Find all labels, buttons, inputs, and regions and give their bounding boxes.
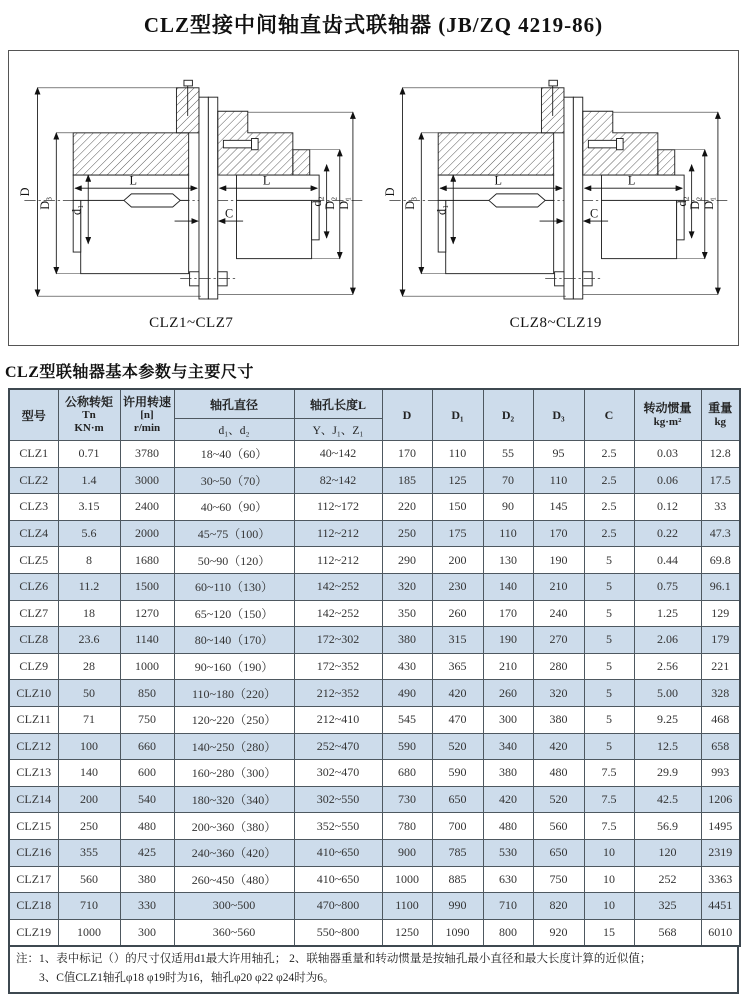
model-cell: CLZ1 bbox=[9, 441, 58, 468]
value-cell: 50~90（120） bbox=[174, 547, 294, 574]
value-cell: 112~172 bbox=[294, 494, 382, 521]
value-cell: 172~352 bbox=[294, 653, 382, 680]
value-cell: 1206 bbox=[701, 786, 740, 813]
value-cell: 1680 bbox=[120, 547, 174, 574]
col-header-speed bbox=[120, 389, 174, 441]
value-cell: 7.5 bbox=[584, 786, 634, 813]
subheader-bore-length: Y、J₁、Z₁ bbox=[294, 419, 382, 441]
value-cell: 180~320（340） bbox=[174, 786, 294, 813]
value-cell: 179 bbox=[701, 627, 740, 654]
value-cell: 380 bbox=[533, 706, 584, 733]
value-cell: 3000 bbox=[120, 467, 174, 494]
value-cell: 6010 bbox=[701, 919, 740, 946]
value-cell: 30~50（70） bbox=[174, 467, 294, 494]
value-cell: 710 bbox=[483, 893, 533, 920]
torque-line1: 公称转矩 bbox=[64, 394, 113, 409]
value-cell: 240 bbox=[533, 600, 584, 627]
value-cell: 650 bbox=[533, 839, 584, 866]
value-cell: 0.06 bbox=[634, 467, 701, 494]
value-cell: 12.5 bbox=[634, 733, 701, 760]
notes bbox=[8, 947, 739, 994]
value-cell: 175 bbox=[432, 520, 483, 547]
value-cell: 200~360（380） bbox=[174, 813, 294, 840]
value-cell: 0.75 bbox=[634, 573, 701, 600]
drawing-caption-left: CLZ1~CLZ7 bbox=[149, 315, 234, 331]
technical-drawing-clz1-clz7 bbox=[15, 54, 367, 314]
value-cell: 750 bbox=[120, 706, 174, 733]
value-cell: 490 bbox=[382, 680, 432, 707]
value-cell: 2.06 bbox=[634, 627, 701, 654]
value-cell: 40~142 bbox=[294, 441, 382, 468]
value-cell: 5 bbox=[584, 653, 634, 680]
drawing-caption-right: CLZ8~CLZ19 bbox=[509, 315, 602, 331]
value-cell: 0.03 bbox=[634, 441, 701, 468]
value-cell: 200 bbox=[432, 547, 483, 574]
value-cell: 380 bbox=[120, 866, 174, 893]
value-cell: 2319 bbox=[701, 839, 740, 866]
value-cell: 210 bbox=[533, 573, 584, 600]
value-cell: 650 bbox=[432, 786, 483, 813]
value-cell: 12.8 bbox=[701, 441, 740, 468]
value-cell: 110~180（220） bbox=[174, 680, 294, 707]
model-cell: CLZ2 bbox=[9, 467, 58, 494]
page-title: CLZ型接中间轴直齿式联轴器 (JB/ZQ 4219-86) bbox=[143, 13, 604, 37]
value-cell: 290 bbox=[382, 547, 432, 574]
table-row bbox=[9, 520, 740, 547]
drawing-left bbox=[9, 51, 374, 345]
speed-line2: [n] bbox=[140, 409, 154, 422]
value-cell: 5 bbox=[584, 573, 634, 600]
value-cell: 252 bbox=[634, 866, 701, 893]
value-cell: 42.5 bbox=[634, 786, 701, 813]
section-title: CLZ型联轴器基本参数与主要尺寸 bbox=[5, 364, 254, 381]
model-cell: CLZ15 bbox=[9, 813, 58, 840]
value-cell: 260 bbox=[483, 680, 533, 707]
parameters-table bbox=[8, 388, 741, 947]
value-cell: 480 bbox=[120, 813, 174, 840]
value-cell: 590 bbox=[432, 760, 483, 787]
value-cell: 470~800 bbox=[294, 893, 382, 920]
value-cell: 190 bbox=[533, 547, 584, 574]
value-cell: 160~280（300） bbox=[174, 760, 294, 787]
value-cell: 185 bbox=[382, 467, 432, 494]
table-row bbox=[9, 760, 740, 787]
value-cell: 140~250（280） bbox=[174, 733, 294, 760]
value-cell: 3363 bbox=[701, 866, 740, 893]
value-cell: 110 bbox=[483, 520, 533, 547]
value-cell: 328 bbox=[701, 680, 740, 707]
value-cell: 325 bbox=[634, 893, 701, 920]
value-cell: 112~212 bbox=[294, 520, 382, 547]
model-cell: CLZ17 bbox=[9, 866, 58, 893]
value-cell: 82~142 bbox=[294, 467, 382, 494]
value-cell: 9.25 bbox=[634, 706, 701, 733]
col-header-D3: D₃ bbox=[533, 389, 584, 441]
weight-line1: 重量 bbox=[708, 400, 733, 415]
value-cell: 11.2 bbox=[58, 573, 120, 600]
model-cell: CLZ10 bbox=[9, 680, 58, 707]
value-cell: 700 bbox=[432, 813, 483, 840]
value-cell: 80~140（170） bbox=[174, 627, 294, 654]
value-cell: 0.22 bbox=[634, 520, 701, 547]
model-cell: CLZ4 bbox=[9, 520, 58, 547]
table-row bbox=[9, 866, 740, 893]
value-cell: 320 bbox=[382, 573, 432, 600]
value-cell: 2.5 bbox=[584, 494, 634, 521]
value-cell: 1000 bbox=[382, 866, 432, 893]
torque-line2: Tn bbox=[82, 409, 96, 422]
model-cell: CLZ18 bbox=[9, 893, 58, 920]
value-cell: 658 bbox=[701, 733, 740, 760]
value-cell: 560 bbox=[58, 866, 120, 893]
model-cell: CLZ5 bbox=[9, 547, 58, 574]
value-cell: 112~212 bbox=[294, 547, 382, 574]
model-cell: CLZ11 bbox=[9, 706, 58, 733]
value-cell: 71 bbox=[58, 706, 120, 733]
value-cell: 45~75（100） bbox=[174, 520, 294, 547]
model-cell: CLZ6 bbox=[9, 573, 58, 600]
value-cell: 680 bbox=[382, 760, 432, 787]
value-cell: 17.5 bbox=[701, 467, 740, 494]
inertia-line2: kg·m² bbox=[653, 415, 682, 428]
col-header-torque bbox=[58, 389, 120, 441]
value-cell: 129 bbox=[701, 600, 740, 627]
value-cell: 4451 bbox=[701, 893, 740, 920]
value-cell: 730 bbox=[382, 786, 432, 813]
value-cell: 545 bbox=[382, 706, 432, 733]
value-cell: 2.5 bbox=[584, 441, 634, 468]
value-cell: 170 bbox=[533, 520, 584, 547]
col-header-bore-length: 轴孔长度L bbox=[294, 389, 382, 419]
value-cell: 1000 bbox=[58, 919, 120, 946]
col-header-bore-diameter: 轴孔直径 bbox=[174, 389, 294, 419]
table-row bbox=[9, 653, 740, 680]
technical-drawing-clz8-clz19 bbox=[380, 54, 732, 314]
value-cell: 1140 bbox=[120, 627, 174, 654]
value-cell: 142~252 bbox=[294, 573, 382, 600]
value-cell: 10 bbox=[584, 893, 634, 920]
note-line-2: 3、C值CLZ1轴孔φ18 φ19时为16，轴孔φ20 φ22 φ24时为6。 bbox=[39, 971, 335, 984]
value-cell: 320 bbox=[533, 680, 584, 707]
value-cell: 850 bbox=[120, 680, 174, 707]
value-cell: 130 bbox=[483, 547, 533, 574]
value-cell: 56.9 bbox=[634, 813, 701, 840]
col-header-C: C bbox=[584, 389, 634, 441]
table-row bbox=[9, 600, 740, 627]
value-cell: 47.3 bbox=[701, 520, 740, 547]
value-cell: 468 bbox=[701, 706, 740, 733]
value-cell: 430 bbox=[382, 653, 432, 680]
value-cell: 212~352 bbox=[294, 680, 382, 707]
value-cell: 120 bbox=[634, 839, 701, 866]
value-cell: 90 bbox=[483, 494, 533, 521]
value-cell: 110 bbox=[533, 467, 584, 494]
value-cell: 820 bbox=[533, 893, 584, 920]
table-row bbox=[9, 680, 740, 707]
value-cell: 7.5 bbox=[584, 760, 634, 787]
value-cell: 55 bbox=[483, 441, 533, 468]
value-cell: 300~500 bbox=[174, 893, 294, 920]
value-cell: 29.9 bbox=[634, 760, 701, 787]
value-cell: 18 bbox=[58, 600, 120, 627]
value-cell: 568 bbox=[634, 919, 701, 946]
value-cell: 140 bbox=[58, 760, 120, 787]
value-cell: 212~410 bbox=[294, 706, 382, 733]
value-cell: 140 bbox=[483, 573, 533, 600]
table-row bbox=[9, 786, 740, 813]
table-body bbox=[9, 441, 740, 947]
value-cell: 70 bbox=[483, 467, 533, 494]
value-cell: 260~450（480） bbox=[174, 866, 294, 893]
value-cell: 5 bbox=[584, 680, 634, 707]
value-cell: 600 bbox=[120, 760, 174, 787]
model-cell: CLZ16 bbox=[9, 839, 58, 866]
table-row bbox=[9, 573, 740, 600]
table-row bbox=[9, 547, 740, 574]
model-cell: CLZ9 bbox=[9, 653, 58, 680]
value-cell: 100 bbox=[58, 733, 120, 760]
value-cell: 5 bbox=[584, 733, 634, 760]
model-cell: CLZ3 bbox=[9, 494, 58, 521]
model-cell: CLZ13 bbox=[9, 760, 58, 787]
value-cell: 5.6 bbox=[58, 520, 120, 547]
value-cell: 190 bbox=[483, 627, 533, 654]
value-cell: 33 bbox=[701, 494, 740, 521]
model-cell: CLZ7 bbox=[9, 600, 58, 627]
drawing-panel bbox=[8, 50, 739, 346]
value-cell: 315 bbox=[432, 627, 483, 654]
col-header-D1: D₁ bbox=[432, 389, 483, 441]
value-cell: 250 bbox=[58, 813, 120, 840]
drawing-right bbox=[374, 51, 739, 345]
value-cell: 785 bbox=[432, 839, 483, 866]
value-cell: 10 bbox=[584, 839, 634, 866]
value-cell: 10 bbox=[584, 866, 634, 893]
value-cell: 172~302 bbox=[294, 627, 382, 654]
table-row bbox=[9, 494, 740, 521]
value-cell: 230 bbox=[432, 573, 483, 600]
model-cell: CLZ19 bbox=[9, 919, 58, 946]
table-row bbox=[9, 467, 740, 494]
model-cell: CLZ12 bbox=[9, 733, 58, 760]
weight-line2: kg bbox=[714, 415, 727, 428]
col-header-weight bbox=[701, 389, 740, 441]
value-cell: 330 bbox=[120, 893, 174, 920]
value-cell: 0.44 bbox=[634, 547, 701, 574]
value-cell: 365 bbox=[432, 653, 483, 680]
value-cell: 1100 bbox=[382, 893, 432, 920]
value-cell: 125 bbox=[432, 467, 483, 494]
value-cell: 360~560 bbox=[174, 919, 294, 946]
value-cell: 220 bbox=[382, 494, 432, 521]
value-cell: 990 bbox=[432, 893, 483, 920]
value-cell: 5 bbox=[584, 627, 634, 654]
value-cell: 302~550 bbox=[294, 786, 382, 813]
note-line-1: 注：1、表中标记（）的尺寸仅适用d1最大许用轴孔； 2、联轴器重量和转动惯量是按轴孔最小直径和最大长度计算的近似值； bbox=[16, 953, 652, 966]
value-cell: 520 bbox=[533, 786, 584, 813]
col-header-D2: D₂ bbox=[483, 389, 533, 441]
table-row bbox=[9, 893, 740, 920]
table-row bbox=[9, 733, 740, 760]
value-cell: 885 bbox=[432, 866, 483, 893]
value-cell: 252~470 bbox=[294, 733, 382, 760]
model-cell: CLZ8 bbox=[9, 627, 58, 654]
value-cell: 2400 bbox=[120, 494, 174, 521]
value-cell: 240~360（420） bbox=[174, 839, 294, 866]
value-cell: 1495 bbox=[701, 813, 740, 840]
col-header-model: 型号 bbox=[9, 389, 58, 441]
value-cell: 590 bbox=[382, 733, 432, 760]
value-cell: 145 bbox=[533, 494, 584, 521]
value-cell: 1500 bbox=[120, 573, 174, 600]
value-cell: 1000 bbox=[120, 653, 174, 680]
value-cell: 110 bbox=[432, 441, 483, 468]
value-cell: 15 bbox=[584, 919, 634, 946]
value-cell: 7.5 bbox=[584, 813, 634, 840]
model-cell: CLZ14 bbox=[9, 786, 58, 813]
value-cell: 250 bbox=[382, 520, 432, 547]
value-cell: 550~800 bbox=[294, 919, 382, 946]
value-cell: 1250 bbox=[382, 919, 432, 946]
value-cell: 410~650 bbox=[294, 866, 382, 893]
table-header bbox=[9, 389, 740, 441]
value-cell: 750 bbox=[533, 866, 584, 893]
value-cell: 660 bbox=[120, 733, 174, 760]
value-cell: 260 bbox=[432, 600, 483, 627]
value-cell: 530 bbox=[483, 839, 533, 866]
value-cell: 352~550 bbox=[294, 813, 382, 840]
value-cell: 3780 bbox=[120, 441, 174, 468]
torque-line3: KN·m bbox=[74, 421, 104, 434]
value-cell: 60~110（130） bbox=[174, 573, 294, 600]
value-cell: 5 bbox=[584, 600, 634, 627]
value-cell: 270 bbox=[533, 627, 584, 654]
value-cell: 520 bbox=[432, 733, 483, 760]
value-cell: 420 bbox=[432, 680, 483, 707]
value-cell: 340 bbox=[483, 733, 533, 760]
value-cell: 150 bbox=[432, 494, 483, 521]
value-cell: 142~252 bbox=[294, 600, 382, 627]
value-cell: 900 bbox=[382, 839, 432, 866]
value-cell: 560 bbox=[533, 813, 584, 840]
speed-line3: r/min bbox=[133, 421, 161, 434]
value-cell: 0.71 bbox=[58, 441, 120, 468]
value-cell: 420 bbox=[483, 786, 533, 813]
value-cell: 221 bbox=[701, 653, 740, 680]
value-cell: 90~160（190） bbox=[174, 653, 294, 680]
subheader-bore-diameter: d₁、d₂ bbox=[174, 419, 294, 441]
value-cell: 5.00 bbox=[634, 680, 701, 707]
value-cell: 170 bbox=[483, 600, 533, 627]
value-cell: 95 bbox=[533, 441, 584, 468]
value-cell: 96.1 bbox=[701, 573, 740, 600]
value-cell: 380 bbox=[483, 760, 533, 787]
value-cell: 2.5 bbox=[584, 467, 634, 494]
table-row bbox=[9, 627, 740, 654]
value-cell: 300 bbox=[483, 706, 533, 733]
value-cell: 300 bbox=[120, 919, 174, 946]
value-cell: 425 bbox=[120, 839, 174, 866]
value-cell: 1.25 bbox=[634, 600, 701, 627]
value-cell: 993 bbox=[701, 760, 740, 787]
value-cell: 480 bbox=[483, 813, 533, 840]
value-cell: 2.5 bbox=[584, 520, 634, 547]
value-cell: 28 bbox=[58, 653, 120, 680]
value-cell: 3.15 bbox=[58, 494, 120, 521]
value-cell: 23.6 bbox=[58, 627, 120, 654]
speed-line1: 许用转速 bbox=[122, 394, 171, 409]
value-cell: 380 bbox=[382, 627, 432, 654]
value-cell: 710 bbox=[58, 893, 120, 920]
value-cell: 540 bbox=[120, 786, 174, 813]
col-header-inertia bbox=[634, 389, 701, 441]
value-cell: 210 bbox=[483, 653, 533, 680]
value-cell: 69.8 bbox=[701, 547, 740, 574]
value-cell: 480 bbox=[533, 760, 584, 787]
value-cell: 302~470 bbox=[294, 760, 382, 787]
col-header-D: D bbox=[382, 389, 432, 441]
value-cell: 1.4 bbox=[58, 467, 120, 494]
value-cell: 120~220（250） bbox=[174, 706, 294, 733]
value-cell: 355 bbox=[58, 839, 120, 866]
value-cell: 40~60（90） bbox=[174, 494, 294, 521]
value-cell: 280 bbox=[533, 653, 584, 680]
value-cell: 50 bbox=[58, 680, 120, 707]
value-cell: 5 bbox=[584, 547, 634, 574]
table-row bbox=[9, 813, 740, 840]
table-row bbox=[9, 441, 740, 468]
value-cell: 18~40（60） bbox=[174, 441, 294, 468]
value-cell: 1090 bbox=[432, 919, 483, 946]
table-row bbox=[9, 839, 740, 866]
value-cell: 920 bbox=[533, 919, 584, 946]
value-cell: 420 bbox=[533, 733, 584, 760]
value-cell: 200 bbox=[58, 786, 120, 813]
table-row bbox=[9, 706, 740, 733]
value-cell: 65~120（150） bbox=[174, 600, 294, 627]
value-cell: 630 bbox=[483, 866, 533, 893]
value-cell: 5 bbox=[584, 706, 634, 733]
value-cell: 780 bbox=[382, 813, 432, 840]
value-cell: 2000 bbox=[120, 520, 174, 547]
value-cell: 350 bbox=[382, 600, 432, 627]
value-cell: 170 bbox=[382, 441, 432, 468]
value-cell: 800 bbox=[483, 919, 533, 946]
value-cell: 470 bbox=[432, 706, 483, 733]
value-cell: 0.12 bbox=[634, 494, 701, 521]
table-row bbox=[9, 919, 740, 946]
value-cell: 8 bbox=[58, 547, 120, 574]
value-cell: 2.56 bbox=[634, 653, 701, 680]
value-cell: 1270 bbox=[120, 600, 174, 627]
inertia-line1: 转动惯量 bbox=[643, 400, 692, 415]
value-cell: 410~650 bbox=[294, 839, 382, 866]
